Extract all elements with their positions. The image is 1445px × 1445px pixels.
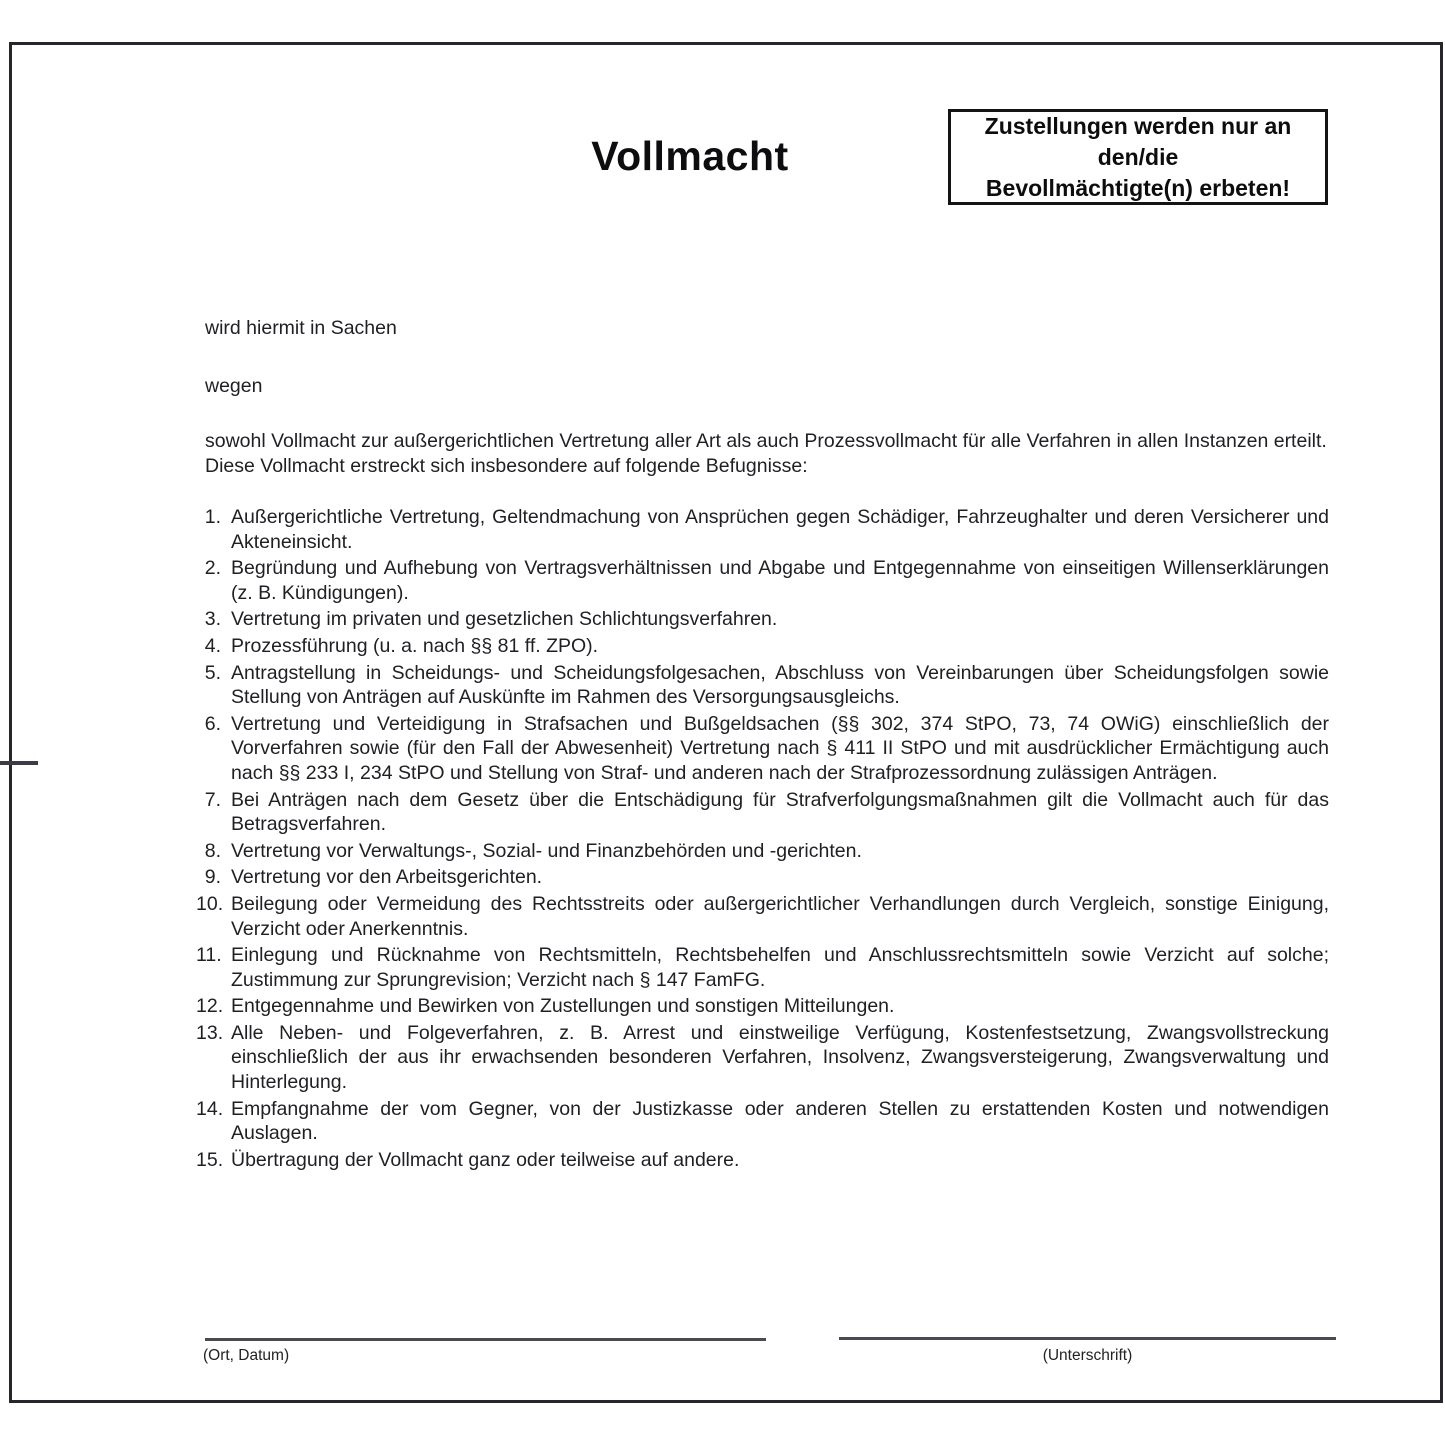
list-item: [196, 505, 1329, 554]
list-item-number: 7.: [204, 788, 221, 811]
list-item-text: Außergerichtliche Vertretung, Geltendmachung von Ansprüchen gegen Schädiger, Fahrzeughalter und deren Versicherer und Akteneinsicht.: [231, 506, 1329, 553]
list-item: [196, 943, 1329, 992]
list-item-text: Vertretung vor Verwaltungs-, Sozial- und Finanzbehörden und -gerichten.: [231, 839, 862, 862]
list-item: [196, 1097, 1329, 1146]
delivery-notice-line1: Zustellungen werden nur an den/die: [984, 112, 1292, 170]
list-item-number: 13.: [196, 1021, 224, 1044]
list-item-number: 6.: [204, 712, 221, 735]
list-item-text: Einlegung und Rücknahme von Rechtsmitteln, Rechtsbehelfen und Anschlussrechtsmitteln sowie Verzicht auf solche; Zustimmung zur Sprungrevision; Verzicht nach § 147 FamFG.: [231, 944, 1329, 991]
list-item-number: 5.: [204, 661, 221, 684]
list-item-number: 15.: [196, 1148, 224, 1171]
list-item: [196, 839, 1329, 864]
list-item-number: 9.: [204, 866, 221, 889]
list-item: [196, 712, 1329, 786]
signature-line: [839, 1337, 1336, 1340]
list-item-text: Vertretung im privaten und gesetzlichen Schlichtungsverfahren.: [231, 608, 778, 631]
page-title: Vollmacht: [591, 133, 789, 179]
preamble-scope-text: Diese Vollmacht erstreckt sich insbesondere auf folgende Befugnisse:: [205, 454, 808, 477]
list-item-number: 1.: [204, 506, 221, 528]
list-item-text: Prozessführung (u. a. nach §§ 81 ff. ZPO).: [231, 634, 599, 657]
list-item: [196, 1021, 1329, 1095]
preamble-grant-text: sowohl Vollmacht zur außergerichtlichen Vertretung aller Art als auch Prozessvollmacht für alle Verfahren in allen Instanzen erteilt.: [205, 430, 1327, 452]
list-item-number: 12.: [196, 995, 224, 1018]
list-item: [196, 788, 1329, 837]
subject-matter-label: wegen: [205, 375, 263, 397]
list-item-text: Beilegung oder Vermeidung des Rechtsstreits oder außergerichtlicher Verhandlungen durch Vergleich, sonstige Einigung, Verzicht oder Anerkenntnis.: [231, 892, 1329, 940]
list-item-number: 2.: [204, 557, 221, 580]
list-item: [196, 994, 1329, 1019]
case-reference-label: wird hiermit in Sachen: [205, 317, 397, 339]
list-item-text: Entgegennahme und Bewirken von Zustellungen und sonstigen Mitteilungen.: [231, 995, 895, 1018]
place-date-signature-line: [205, 1338, 766, 1341]
list-item: [196, 556, 1329, 605]
list-item-number: 14.: [196, 1097, 224, 1120]
list-item-text: Bei Anträgen nach dem Gesetz über die Entschädigung für Strafverfolgungsmaßnahmen gilt die Vollmacht auch für das Betragsverfahren.: [231, 788, 1329, 836]
list-item-text: Empfangnahme der vom Gegner, von der Justizkasse oder anderen Stellen zu erstattenden Kosten und notwendigen Auslagen.: [231, 1097, 1329, 1145]
list-item: [196, 865, 1329, 890]
list-item: [196, 1148, 1329, 1173]
list-item: [196, 634, 1329, 659]
fold-mark: [0, 761, 38, 765]
list-item-number: 8.: [204, 839, 221, 862]
delivery-notice-line2: Bevollmächtigte(n) erbeten!: [985, 174, 1291, 201]
list-item-text: Übertragung der Vollmacht ganz oder teilweise auf andere.: [231, 1148, 740, 1171]
list-item-number: 4.: [204, 634, 221, 657]
list-item-text: Alle Neben- und Folgeverfahren, z. B. Arrest und einstweilige Verfügung, Kostenfestsetzung, Zwangsvollstreckung einschließlich der aus ihr erwachsenden besonderen Verfahren, Insolvenz, Zwangsversteigerung, Zwangsverwaltung und Hinterlegung.: [231, 1021, 1329, 1094]
list-item: [196, 661, 1329, 710]
delivery-notice-box: [948, 109, 1328, 205]
list-item-number: 10.: [196, 892, 224, 915]
list-item-text: Begründung und Aufhebung von Vertragsverhältnissen und Abgabe und Entgegennahme von einseitigen Willenserklärungen (z. B. Kündigungen).: [231, 557, 1329, 604]
authority-list: [196, 505, 1329, 1174]
list-item-text: Vertretung vor den Arbeitsgerichten.: [231, 866, 543, 889]
place-date-label: (Ort, Datum): [203, 1347, 290, 1364]
list-item: [196, 607, 1329, 632]
list-item-number: 11.: [196, 944, 222, 967]
list-item: [196, 892, 1329, 941]
preamble: [205, 429, 1329, 479]
list-item-text: Antragstellung in Scheidungs- und Scheidungsfolgesachen, Abschluss von Vereinbarungen über Scheidungsfolgen sowie Stellung von Anträgen auf Auskünfte im Rahmen des Versorgungsausgleichs.: [231, 661, 1329, 709]
list-item-text: Vertretung und Verteidigung in Strafsachen und Bußgeldsachen (§§ 302, 374 StPO, 73, 74 OWiG) einschließlich der Vorverfahren sowie (für den Fall der Abwesenheit) Vertretung nach § 411 II StPO und mit ausdrücklicher Ermächtigung auch nach §§ 233 I, 234 StPO und Stellung von Straf- und anderen nach der Strafprozessordnung zulässigen Anträgen.: [231, 712, 1329, 784]
signature-label: (Unterschrift): [1042, 1347, 1133, 1364]
list-item-number: 3.: [204, 608, 221, 631]
